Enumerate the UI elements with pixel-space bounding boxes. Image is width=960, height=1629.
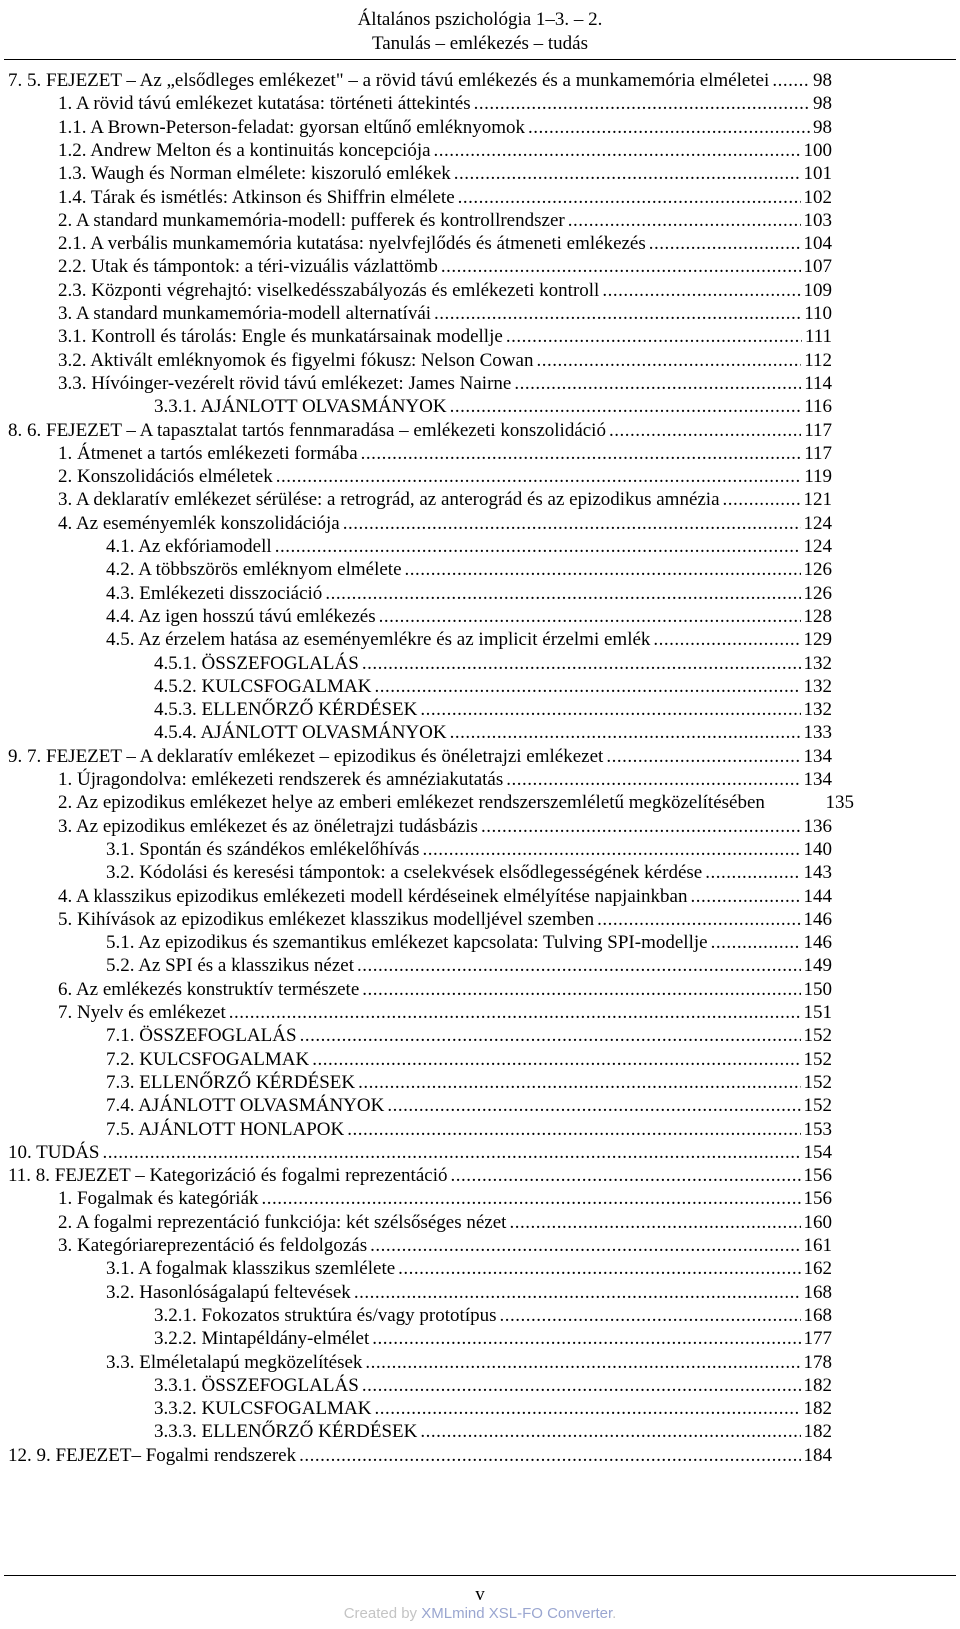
toc-dot-leader	[649, 232, 801, 256]
toc-dot-leader	[374, 675, 800, 699]
toc-dot-leader	[434, 139, 801, 163]
toc-entry-page: 132	[803, 652, 832, 674]
toc-dot-leader	[606, 745, 800, 769]
toc-entry[interactable]	[58, 885, 832, 909]
toc-entry[interactable]	[8, 1444, 832, 1468]
toc-entry[interactable]	[58, 488, 832, 512]
toc-entry[interactable]	[106, 931, 832, 955]
toc-entry-title: 3. A deklaratív emlékezet sérülése: a retrográd, az anterográd és az epizodikus amnézia	[58, 489, 720, 511]
toc-dot-leader	[387, 1094, 800, 1118]
toc-dot-leader	[370, 1234, 800, 1258]
toc-entry-page: 168	[803, 1281, 832, 1303]
toc-entry[interactable]	[154, 1420, 832, 1444]
toc-dot-leader	[361, 442, 802, 466]
toc-entry[interactable]	[154, 698, 832, 722]
toc-dot-leader	[374, 1397, 800, 1421]
toc-entry-page: 152	[803, 1048, 832, 1070]
toc-dot-leader	[362, 1374, 801, 1398]
toc-entry[interactable]	[58, 255, 832, 279]
toc-entry-title: 7.5. AJÁNLOTT HONLAPOK	[106, 1118, 345, 1140]
toc-entry[interactable]	[58, 139, 832, 163]
toc-dot-leader	[362, 978, 800, 1002]
toc-dot-leader	[528, 116, 810, 140]
toc-dot-leader	[441, 255, 801, 279]
toc-entry-page: 126	[803, 582, 832, 604]
toc-entry-page: 134	[803, 745, 832, 767]
toc-dot-leader	[358, 1071, 800, 1095]
toc-entry-page: 133	[803, 722, 832, 744]
toc-entry-title: 7.4. AJÁNLOTT OLVASMÁNYOK	[106, 1095, 385, 1117]
toc-entry-page: 178	[803, 1351, 832, 1373]
toc-entry[interactable]	[154, 675, 832, 699]
toc-entry-page: 146	[803, 932, 832, 954]
toc-entry[interactable]	[58, 512, 832, 536]
toc-entry-title: 1.3. Waugh és Norman elmélete: kiszoruló emlékek	[58, 163, 451, 185]
toc-dot-leader	[354, 1281, 801, 1305]
toc-entry[interactable]	[58, 908, 832, 932]
toc-dot-leader	[103, 1141, 801, 1165]
toc-dot-leader	[357, 954, 800, 978]
toc-entry-title: 9. 7. FEJEZET – A deklaratív emlékezet – epizodikus és önéletrajzi emlékezet	[8, 745, 604, 767]
toc-dot-leader	[275, 535, 801, 559]
toc-entry[interactable]	[58, 209, 832, 233]
toc-dot-leader	[481, 815, 801, 839]
toc-entry[interactable]	[58, 302, 832, 326]
toc-dot-leader	[365, 1351, 800, 1375]
toc-entry-page: 168	[803, 1304, 832, 1326]
toc-dot-leader	[450, 395, 802, 419]
toc-dot-leader	[450, 1164, 800, 1188]
toc-entry-page: 151	[803, 1002, 832, 1023]
toc-entry-title: 4.5.1. ÖSSZEFOGLALÁS	[154, 652, 359, 674]
watermark-suffix: .	[612, 1605, 617, 1622]
toc-entry-page: 152	[803, 1025, 832, 1047]
toc-entry-title: 3.2.2. Mintapéldány-elmélet	[154, 1328, 370, 1350]
toc-entry-title: 3.3.1. AJÁNLOTT OLVASMÁNYOK	[154, 396, 447, 418]
toc-dot-leader	[450, 721, 801, 745]
toc-entry-title: 2. Az epizodikus emlékezet helye az emberi emlékezet rendszerszemléletű megközelítésében	[58, 792, 765, 814]
toc-entry-title: 3.2. Kódolási és keresési támpontok: a cselekvések elsődlegességének kérdése	[106, 862, 703, 884]
toc-dot-leader	[500, 1304, 801, 1328]
watermark-link[interactable]: XMLmind XSL-FO Converter	[421, 1605, 613, 1622]
toc-entry-page: 149	[803, 955, 832, 977]
toc-entry[interactable]	[58, 325, 832, 349]
toc-dot-leader	[379, 605, 801, 629]
toc-entry-page: 103	[803, 209, 832, 231]
toc-entry-title: 2. A fogalmi reprezentáció funkciója: két szélsőséges nézet	[58, 1211, 507, 1233]
toc-entry-title: 2.1. A verbális munkamemória kutatása: nyelvfejlődés és átmeneti emlékezés	[58, 233, 646, 255]
toc-entry[interactable]	[58, 1234, 832, 1258]
toc-entry-title: 2. A standard munkamemória-modell: pufferek és kontrollrendszer	[58, 209, 565, 231]
toc-entry-page: 117	[804, 442, 832, 464]
toc-entry[interactable]	[58, 791, 854, 815]
toc-entry[interactable]	[106, 954, 832, 978]
toc-dot-leader	[325, 582, 800, 606]
toc-entry-page: 132	[803, 699, 832, 721]
toc-entry-title: 7.2. KULCSFOGALMAK	[106, 1048, 310, 1070]
toc-entry-page: 112	[804, 349, 832, 371]
toc-entry-page: 109	[803, 279, 832, 301]
toc-entry[interactable]	[58, 1211, 832, 1235]
toc-entry[interactable]	[8, 745, 832, 769]
toc-entry[interactable]	[154, 395, 832, 419]
toc-entry-title: 3.3.1. ÖSSZEFOGLALÁS	[154, 1374, 359, 1396]
toc-entry[interactable]	[154, 652, 832, 676]
toc-dot-leader	[602, 279, 800, 303]
toc-dot-leader	[405, 558, 801, 582]
toc-entry-page: 98	[813, 116, 832, 138]
toc-entry[interactable]	[58, 92, 832, 116]
toc-entry[interactable]	[58, 768, 832, 792]
toc-entry-page: 153	[803, 1118, 832, 1140]
toc-entry-page: 104	[803, 233, 832, 255]
toc-entry-title: 11. 8. FEJEZET – Kategorizáció és fogalmi reprezentáció	[8, 1165, 448, 1187]
toc-entry-title: 4. A klasszikus epizodikus emlékezeti modell kérdéseinek elmélyítése napjainkban	[58, 885, 688, 907]
toc-entry-title: 3. Kategóriareprezentáció és feldolgozás	[58, 1235, 368, 1256]
toc-entry[interactable]	[8, 1164, 832, 1188]
toc-entry[interactable]	[106, 1351, 832, 1375]
toc-dot-leader	[420, 1420, 800, 1444]
toc-entry-page: 182	[803, 1374, 832, 1396]
toc-entry[interactable]	[106, 558, 832, 582]
toc-entry[interactable]	[106, 1094, 832, 1118]
toc-entry-page: 132	[803, 675, 832, 697]
toc-entry-page: 121	[803, 489, 832, 511]
toc-entry[interactable]	[154, 1374, 832, 1398]
toc-entry[interactable]	[106, 628, 832, 652]
toc-entry-title: 4.5.4. AJÁNLOTT OLVASMÁNYOK	[154, 722, 447, 744]
toc-entry[interactable]	[58, 162, 832, 186]
toc-entry-title: 8. 6. FEJEZET – A tapasztalat tartós fennmaradása – emlékezeti konszolidáció	[8, 419, 606, 441]
toc-entry[interactable]	[58, 279, 832, 303]
toc-entry-page: 146	[803, 908, 832, 930]
watermark-prefix: Created by	[343, 1605, 422, 1622]
toc-dot-leader	[506, 325, 802, 349]
toc-entry-page: 156	[803, 1165, 832, 1187]
toc-entry-page: 124	[803, 536, 832, 557]
toc-entry-title: 3.2. Hasonlóságalapú feltevések	[106, 1281, 351, 1303]
toc-entry-title: 3.1. Spontán és szándékos emlékelőhívás	[106, 838, 420, 860]
toc-entry-title: 2. Konszolidációs elméletek	[58, 466, 273, 488]
toc-entry-page: 119	[804, 466, 832, 488]
toc-entry-title: 3.2. Aktivált emléknyomok és figyelmi fókusz: Nelson Cowan	[58, 349, 534, 371]
toc-entry-title: 1.4. Tárak és ismétlés: Atkinson és Shiffrin elmélete	[58, 186, 455, 208]
toc-entry[interactable]	[106, 861, 832, 885]
toc-entry-page: 98	[813, 70, 832, 91]
toc-entry-title: 3.3. Hívóinger-vezérelt rövid távú emlékezet: James Nairne	[58, 372, 512, 394]
toc-entry-title: 4.5.2. KULCSFOGALMAK	[154, 675, 372, 697]
toc-entry-page: 184	[803, 1444, 832, 1466]
toc-entry[interactable]	[154, 1397, 832, 1421]
toc-entry-title: 4.1. Az ekfóriamodell	[106, 536, 272, 557]
toc-entry-title: 4.5. Az érzelem hatása az eseményemlékre és az implicit érzelmi emlék	[106, 629, 651, 651]
toc-entry[interactable]	[58, 978, 832, 1002]
toc-entry-page: 161	[803, 1235, 832, 1256]
toc-dot-leader	[514, 372, 801, 396]
toc-entry[interactable]	[106, 535, 832, 559]
toc-entry[interactable]	[58, 372, 832, 396]
toc-dot-leader	[299, 1444, 800, 1468]
toc-entry-title: 7. Nyelv és emlékezet	[58, 1002, 226, 1023]
toc-entry-page: 150	[803, 978, 832, 1000]
toc-entry-page: 134	[803, 769, 832, 790]
toc-dot-leader	[705, 861, 800, 885]
toc-entry-page: 156	[803, 1188, 832, 1210]
toc-entry-page: 101	[803, 163, 832, 185]
toc-entry-page: 135	[825, 792, 854, 814]
toc-dot-leader	[300, 1024, 801, 1048]
toc-entry[interactable]	[106, 1071, 832, 1095]
toc-entry-page: 160	[803, 1211, 832, 1233]
toc-entry[interactable]	[106, 1118, 832, 1142]
toc-dot-leader	[509, 1211, 800, 1235]
toc-entry-page: 102	[803, 186, 832, 208]
toc-entry-page: 117	[804, 419, 832, 441]
toc-dot-leader	[262, 1187, 801, 1211]
toc-entry-title: 3.1. A fogalmak klasszikus szemlélete	[106, 1258, 396, 1280]
toc-entry[interactable]	[154, 721, 832, 745]
toc-entry-title: 4.5.3. ELLENŐRZŐ KÉRDÉSEK	[154, 699, 418, 721]
toc-entry-title: 12. 9. FEJEZET– Fogalmi rendszerek	[8, 1444, 297, 1466]
toc-entry[interactable]	[58, 186, 832, 210]
toc-dot-leader	[772, 69, 810, 93]
toc-dot-leader	[454, 162, 801, 186]
toc-entry-title: 7. 5. FEJEZET – Az „elsődleges emlékezet" – a rövid távú emlékezés és a munkamemória elméletei	[8, 70, 770, 91]
toc-dot-leader	[506, 768, 800, 792]
toc-dot-leader	[711, 931, 801, 955]
toc-dot-leader	[609, 419, 801, 443]
toc-dot-leader	[362, 652, 801, 676]
toc-entry-page: 124	[803, 512, 832, 534]
toc-entry-page: 143	[803, 862, 832, 884]
toc-entry[interactable]	[106, 838, 832, 862]
toc-dot-leader	[474, 92, 810, 116]
toc-entry[interactable]	[106, 582, 832, 606]
toc-entry-title: 1. Átmenet a tartós emlékezeti formába	[58, 442, 358, 464]
toc-entry[interactable]	[106, 1281, 832, 1305]
toc-entry-page: 152	[803, 1095, 832, 1117]
toc-entry[interactable]	[58, 1187, 832, 1211]
toc-entry-page: 116	[804, 396, 832, 418]
toc-entry-title: 3. A standard munkamemória-modell alternatívái	[58, 303, 432, 324]
toc-entry-title: 4. Az eseményemlék konszolidációja	[58, 512, 340, 534]
toc-entry-title: 2.2. Utak és támpontok: a téri-vizuális vázlattömb	[58, 256, 438, 278]
toc-dot-leader	[276, 465, 801, 489]
toc-entry-page: 177	[803, 1328, 832, 1350]
toc-entry-page: 136	[803, 815, 832, 837]
toc-entry-title: 7.3. ELLENŐRZŐ KÉRDÉSEK	[106, 1071, 356, 1093]
toc-entry-page: 129	[803, 629, 832, 651]
toc-entry-page: 98	[813, 93, 832, 115]
toc-dot-leader	[422, 838, 800, 862]
toc-entry-title: 5. Kihívások az epizodikus emlékezet klasszikus modelljével szemben	[58, 908, 595, 930]
toc-entry-title: 1. Újragondolva: emlékezeti rendszerek és amnéziakutatás	[58, 769, 504, 790]
toc-entry-title: 1.2. Andrew Melton és a kontinuitás koncepciója	[58, 139, 431, 161]
toc-dot-leader	[568, 209, 801, 233]
toc-dot-leader	[343, 512, 801, 536]
converter-watermark	[0, 1605, 960, 1622]
toc-entry[interactable]	[154, 1304, 832, 1328]
toc-dot-leader	[723, 488, 801, 512]
toc-dot-leader	[597, 908, 800, 932]
running-header	[0, 8, 960, 56]
toc-entry-title: 3.1. Kontroll és tárolás: Engle és munkatársainak modellje	[58, 326, 503, 348]
toc-entry[interactable]	[58, 815, 832, 839]
header-line-2: Tanulás – emlékezés – tudás	[371, 33, 589, 54]
toc-entry-title: 4.3. Emlékezeti disszociáció	[106, 582, 323, 604]
footer-divider	[4, 1575, 956, 1576]
toc-entry[interactable]	[106, 1257, 832, 1281]
toc-entry-page: 100	[803, 139, 832, 161]
toc-dot-leader	[458, 186, 801, 210]
toc-entry-page: 114	[804, 372, 832, 394]
toc-entry-title: 1.1. A Brown-Peterson-feladat: gyorsan eltűnő emléknyomok	[58, 116, 525, 138]
toc-entry-page: 152	[803, 1071, 832, 1093]
toc-entry[interactable]	[8, 69, 832, 93]
toc-entry[interactable]	[58, 1001, 832, 1025]
toc-dot-leader	[434, 302, 801, 326]
toc-entry-page: 182	[803, 1421, 832, 1443]
toc-entry-page: 154	[803, 1141, 832, 1163]
toc-entry[interactable]	[154, 1327, 832, 1351]
toc-dot-leader	[229, 1001, 801, 1025]
toc-dot-leader	[347, 1118, 800, 1142]
toc-dot-leader	[536, 349, 801, 373]
toc-entry[interactable]	[106, 1048, 832, 1072]
toc-entry-title: 4.2. A többszörös emléknyom elmélete	[106, 559, 402, 581]
toc-entry-title: 6. Az emlékezés konstruktív természete	[58, 978, 360, 1000]
toc-dot-leader	[372, 1327, 800, 1351]
toc-entry-title: 1. Fogalmak és kategóriák	[58, 1188, 259, 1210]
toc-entry-title: 5.1. Az epizodikus és szemantikus emlékezet kapcsolata: Tulving SPI-modellje	[106, 932, 708, 954]
toc-entry-title: 3.3.3. ELLENŐRZŐ KÉRDÉSEK	[154, 1421, 418, 1443]
toc-dot-leader	[690, 885, 800, 909]
toc-entry-page: 140	[803, 838, 832, 860]
toc-dot-leader	[398, 1257, 800, 1281]
toc-entry[interactable]	[8, 1141, 832, 1165]
header-line-1: Általános pszichológia 1–3. – 2.	[357, 9, 603, 30]
toc-entry-page: 128	[803, 605, 832, 627]
toc-entry-title: 7.1. ÖSSZEFOGLALÁS	[106, 1025, 297, 1047]
toc-entry[interactable]	[58, 116, 832, 140]
toc-entry[interactable]	[58, 349, 832, 373]
toc-entry[interactable]	[8, 419, 832, 443]
toc-entry-page: 110	[804, 303, 832, 324]
toc-dot-leader	[653, 628, 800, 652]
toc-dot-leader	[312, 1048, 800, 1072]
toc-dot-leader	[420, 698, 800, 722]
toc-entry[interactable]	[58, 465, 832, 489]
toc-entry-page: 111	[804, 326, 832, 348]
toc-entry[interactable]	[106, 605, 832, 629]
page-number: v	[475, 1584, 485, 1605]
toc-entry-page: 107	[803, 256, 832, 278]
toc-entry-title: 1. A rövid távú emlékezet kutatása: történeti áttekintés	[58, 93, 471, 115]
toc-entry[interactable]	[58, 442, 832, 466]
toc-entry-title: 3.3. Elméletalapú megközelítések	[106, 1351, 363, 1373]
toc-entry-page: 144	[803, 885, 832, 907]
toc-entry-title: 10. TUDÁS	[8, 1141, 100, 1163]
toc-entry-page: 126	[803, 559, 832, 581]
toc-entry-title: 3.2.1. Fokozatos struktúra és/vagy prototípus	[154, 1304, 497, 1326]
toc-entry[interactable]	[58, 232, 832, 256]
toc-entry-title: 4.4. Az igen hosszú távú emlékezés	[106, 605, 376, 627]
header-divider	[4, 59, 956, 60]
toc-entry-title: 2.3. Központi végrehajtó: viselkedésszabályozás és emlékezeti kontroll	[58, 279, 600, 301]
toc-entry-title: 3.3.2. KULCSFOGALMAK	[154, 1398, 372, 1420]
toc-entry-page: 182	[803, 1398, 832, 1420]
toc-entry-page: 162	[803, 1258, 832, 1280]
toc-entry[interactable]	[106, 1024, 832, 1048]
toc-entry-title: 3. Az epizodikus emlékezet és az önéletrajzi tudásbázis	[58, 815, 478, 837]
toc-entry-title: 5.2. Az SPI és a klasszikus nézet	[106, 955, 355, 977]
